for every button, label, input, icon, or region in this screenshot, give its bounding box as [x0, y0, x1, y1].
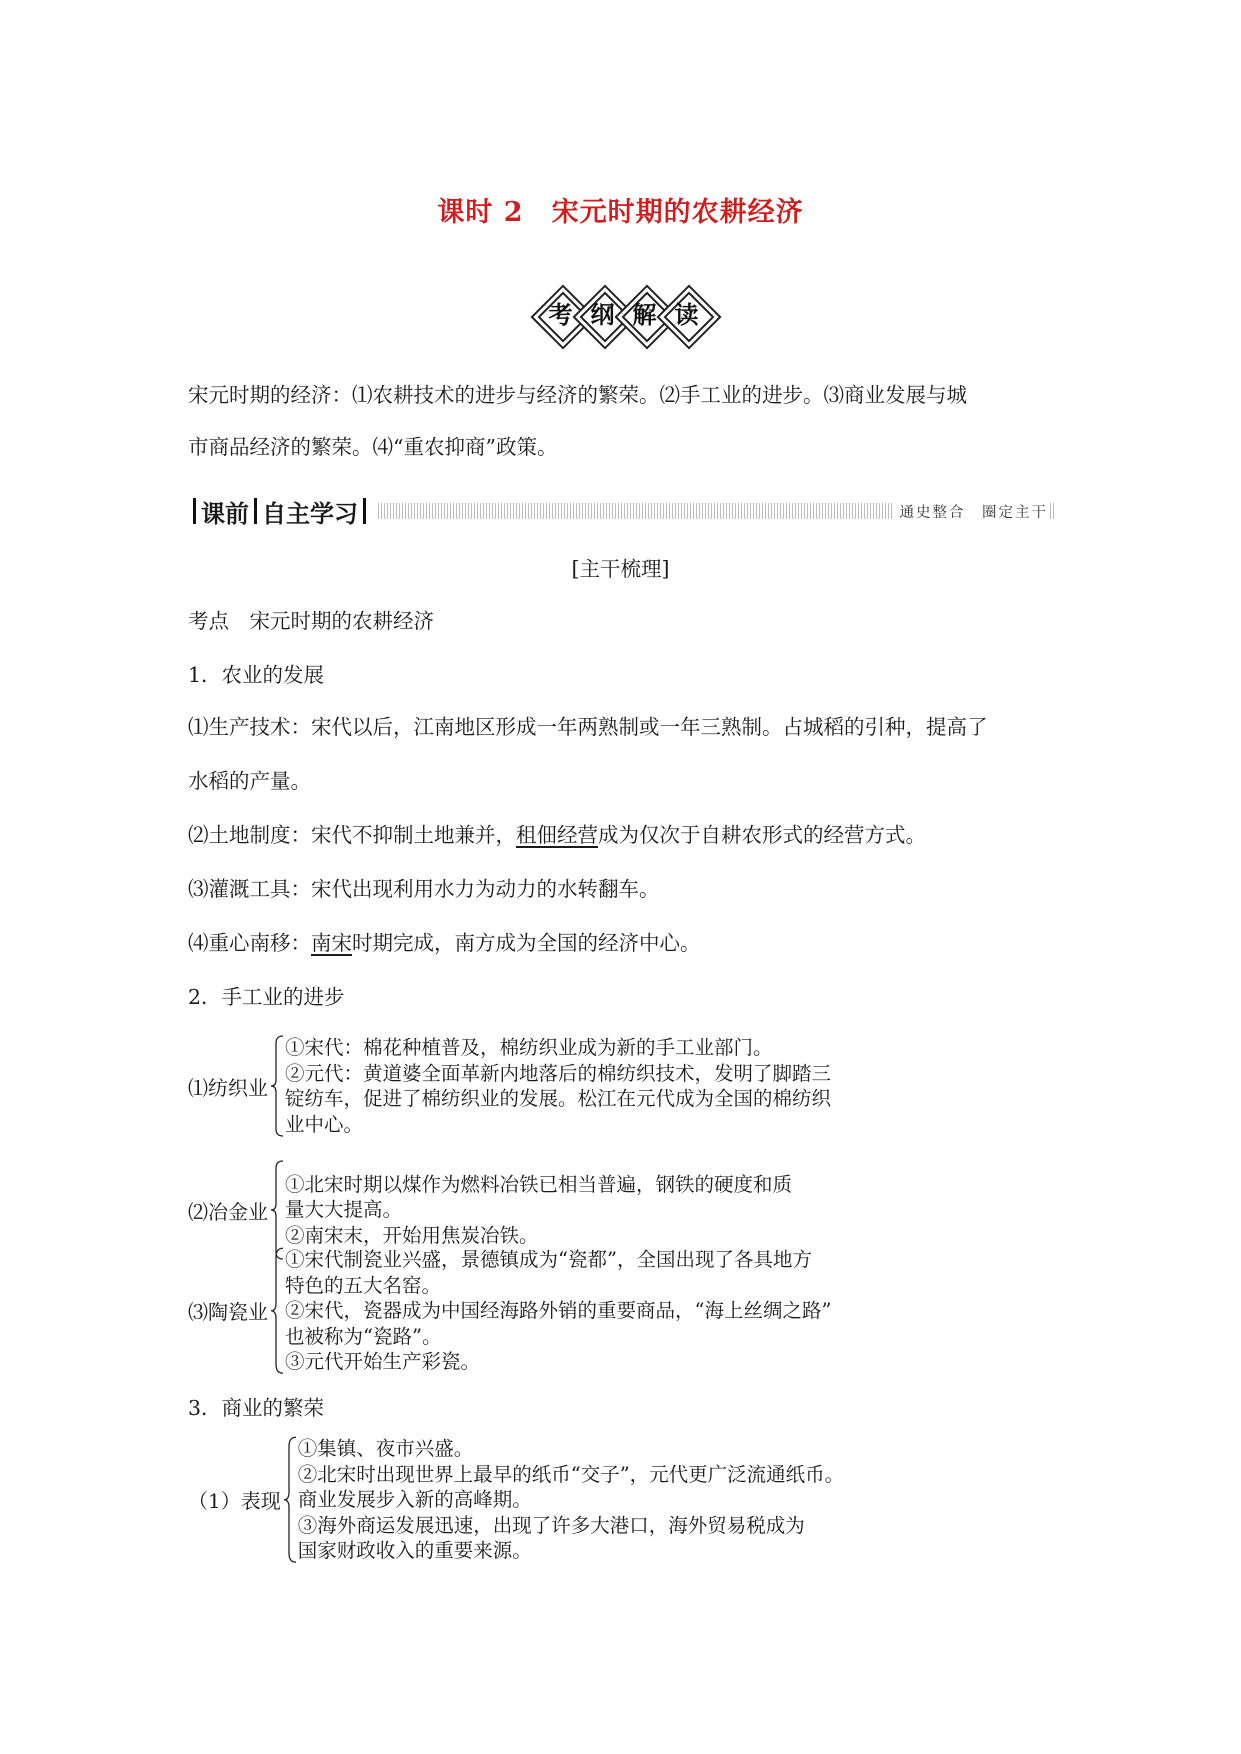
s1-p2-underlined: 租佃经营 [516, 823, 598, 847]
badge-diamond [579, 291, 627, 339]
section-banner [188, 494, 1056, 528]
s1-p1-line2: 水稻的产量。 [188, 769, 311, 793]
section-title-b: 自主学习 [262, 499, 358, 528]
ceramic-lines [285, 1247, 831, 1375]
bar-divider [363, 498, 366, 524]
s1-p2-pre: ⑵土地制度：宋代不抑制土地兼并， [188, 823, 516, 847]
s1-p4 [188, 928, 1068, 958]
ceramic-line: ②宋代，瓷器成为中国经海路外销的重要商品，“海上丝绸之路” [285, 1299, 832, 1322]
brace-icon [270, 1247, 284, 1375]
textile-group [188, 1035, 831, 1137]
s1-p4-underlined: 南宋 [311, 931, 352, 955]
perf-line: ②北宋时出现世界上最早的纸币“交子”，元代更广泛流通纸币。 [297, 1462, 845, 1486]
ceramic-line: 特色的五大名窑。 [285, 1273, 442, 1297]
textile-line: ①宋代：棉花种植普及，棉纺织业成为新的手工业部门。 [285, 1036, 773, 1059]
perf-line: 国家财政收入的重要来源。 [297, 1539, 532, 1562]
perf-group [188, 1436, 844, 1564]
s1-p3: ⑶灌溉工具：宋代出现利用水力为动力的水转翻车。 [188, 877, 660, 901]
bar-divider [193, 498, 196, 524]
ceramic-label: ⑶陶瓷业 [188, 1300, 268, 1325]
badge-diamond [537, 291, 585, 339]
brace-icon [283, 1436, 297, 1564]
s3-heading: 3．商业的繁荣 [188, 1396, 325, 1420]
ceramic-line: 也被称为“瓷路”。 [285, 1324, 442, 1348]
badge-diamond [621, 291, 669, 339]
ceramic-line: ③元代开始生产彩瓷。 [285, 1350, 481, 1373]
section-subtitle: 通史整合 圈定主干 [892, 501, 1051, 522]
s1-heading: 1．农业的发展 [188, 663, 325, 687]
badge-diamonds [537, 291, 705, 339]
section-title [188, 494, 371, 528]
textile-label: ⑴纺织业 [188, 1075, 268, 1100]
perf-line: ③海外商运发展迅速，出现了许多大港口，海外贸易税成为 [297, 1513, 805, 1537]
bar-divider [254, 498, 257, 524]
syllabus-line-2: 市商品经济的繁荣。⑷“重农抑商”政策。 [188, 435, 558, 459]
page-title: 课时 2 宋元时期的农耕经济 [437, 197, 804, 228]
subheading: [主干梳理] [571, 557, 670, 581]
ceramic-line: ①宋代制瓷业兴盛，景德镇成为“瓷都”，全国出现了各具地方 [285, 1248, 812, 1271]
section-title-a: 课前 [201, 499, 249, 528]
badge-char: 纲 [590, 300, 615, 329]
metal-label: ⑵冶金业 [188, 1199, 268, 1224]
syllabus-badge [0, 291, 1241, 339]
badge-char: 考 [548, 300, 573, 329]
textile-line: 锭纺车，促进了棉纺织业的发展。松江在元代成为全国的棉纺织 [285, 1087, 832, 1110]
textile-lines [285, 1035, 831, 1137]
metal-line: ①北宋时期以煤作为燃料冶铁已相当普遍，钢铁的硬度和质 [285, 1172, 793, 1196]
badge-diamond [663, 291, 711, 339]
textile-line: ②元代：黄道婆全面革新内地落后的棉纺织技术，发明了脚踏三 [285, 1061, 832, 1085]
s1-p1-line1: ⑴生产技术：宋代以后，江南地区形成一年两熟制或一年三熟制。占城稻的引种，提高了 [188, 715, 988, 739]
badge-char: 解 [632, 300, 657, 329]
metal-line: ②南宋末，开始用焦炭冶铁。 [285, 1223, 539, 1247]
badge-char: 读 [674, 300, 699, 329]
metal-line: 量大大提高。 [285, 1198, 403, 1222]
s1-p2-post: 成为仅次于自耕农形式的经营方式。 [598, 823, 926, 847]
perf-line: 商业发展步入新的高峰期。 [297, 1488, 532, 1511]
syllabus-line-1: 宋元时期的经济：⑴农耕技术的进步与经济的繁荣。⑵手工业的进步。⑶商业发展与城 [188, 383, 967, 407]
textile-line: 业中心。 [285, 1112, 364, 1136]
metal-group [188, 1160, 792, 1260]
perf-line: ①集镇、夜市兴盛。 [297, 1437, 474, 1460]
perf-lines [298, 1436, 844, 1564]
s1-p4-pre: ⑷重心南移： [188, 931, 311, 955]
s1-p2 [188, 820, 1068, 850]
perf-label: （1）表现 [188, 1489, 281, 1514]
metal-lines [285, 1172, 792, 1249]
ceramic-group [188, 1247, 831, 1375]
s2-heading: 2．手工业的进步 [188, 985, 345, 1009]
brace-icon [270, 1035, 284, 1137]
brace-icon [270, 1160, 284, 1260]
s1-p4-post: 时期完成，南方成为全国的经济中心。 [352, 931, 701, 955]
kaodian-heading: 考点 宋元时期的农耕经济 [188, 609, 434, 633]
